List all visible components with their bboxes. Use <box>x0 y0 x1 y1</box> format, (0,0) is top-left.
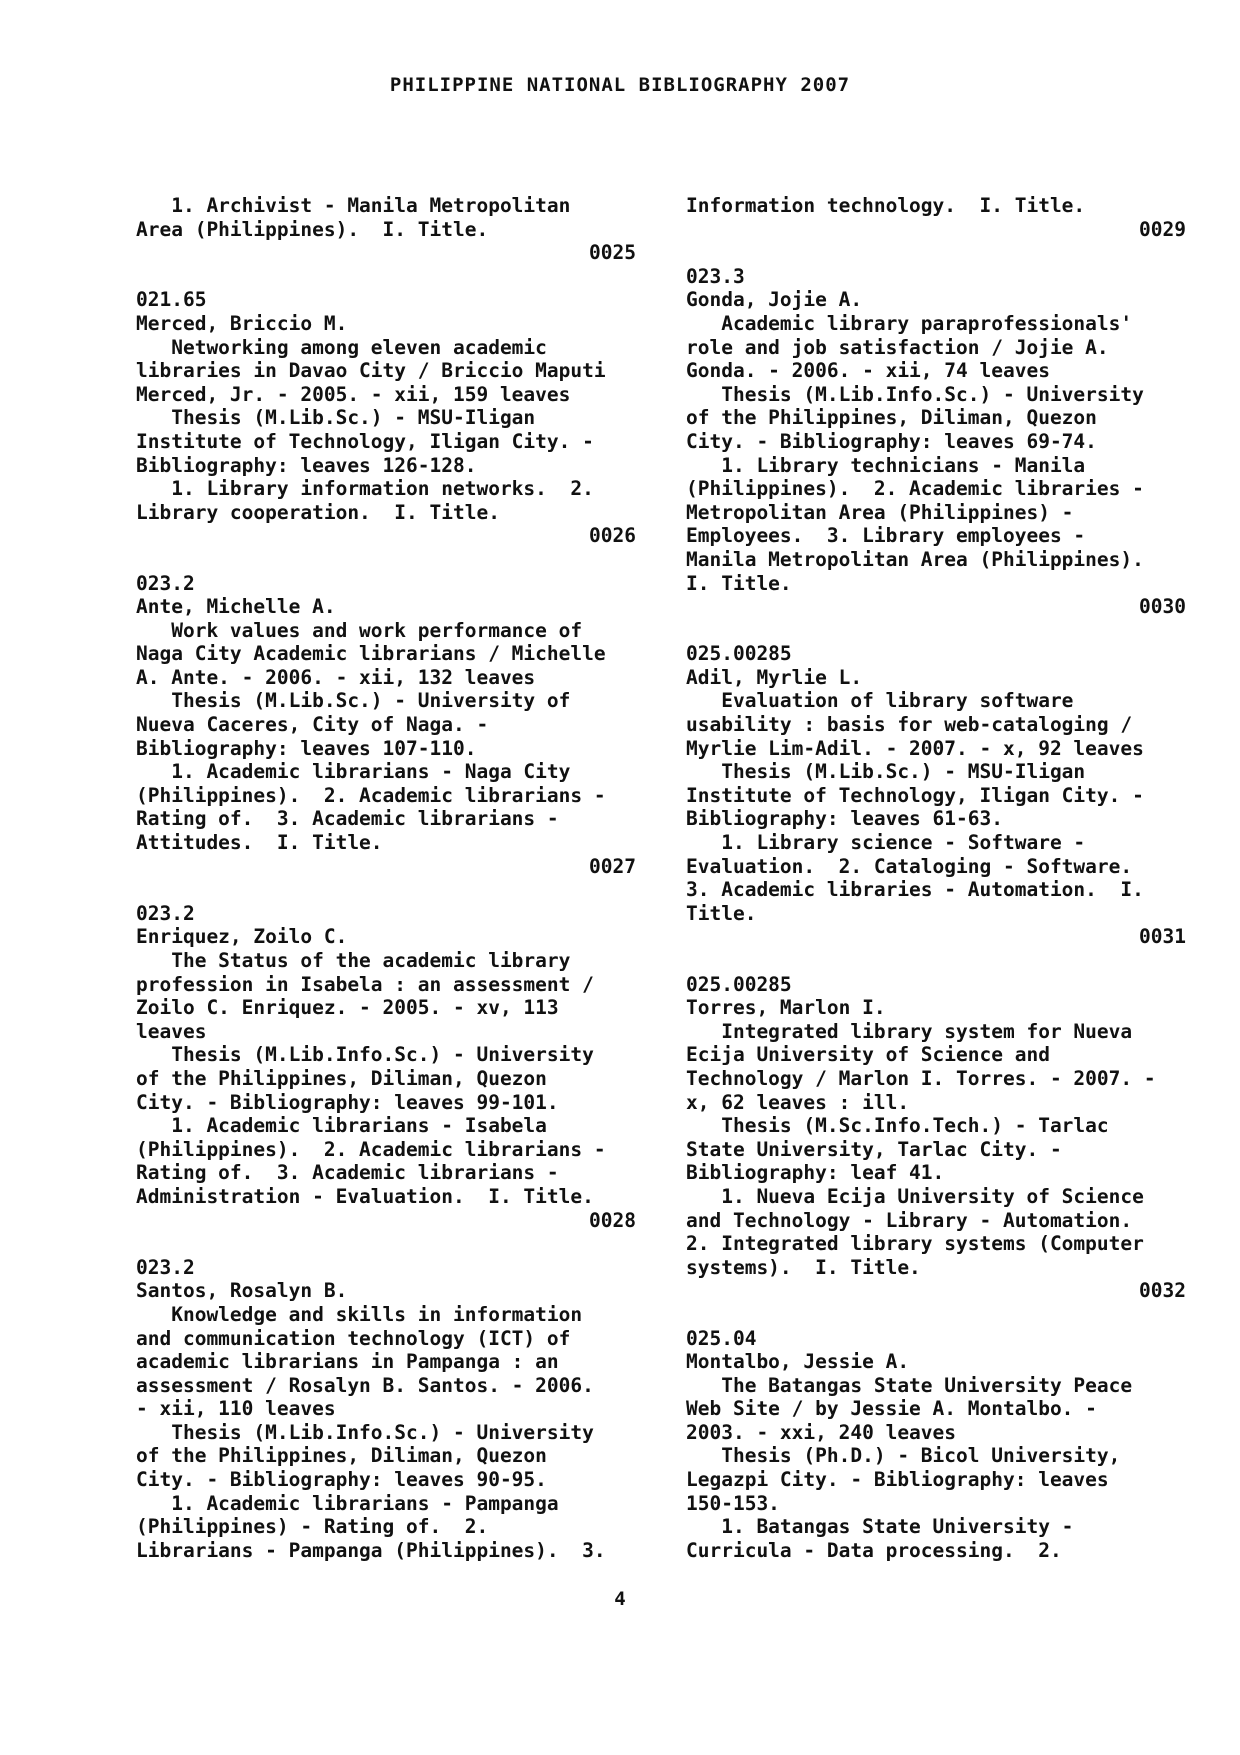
text-line: Nueva Caceres, City of Naga. - <box>136 713 489 737</box>
text-line: Curricula - Data processing. 2. <box>686 1538 1062 1562</box>
text-line: 023.2 <box>136 571 195 595</box>
text-line: 021.65 <box>136 288 207 312</box>
entry-gap <box>136 1232 636 1256</box>
text-line: Enriquez, Zoilo C. <box>136 925 348 949</box>
text-line: I. Title. <box>686 571 792 595</box>
text-line: Merced, Jr. - 2005. - xii, 159 leaves <box>136 382 571 406</box>
text-line: Montalbo, Jessie A. <box>686 1350 910 1374</box>
text-line: 1. Academic librarians - Naga City <box>136 760 571 784</box>
text-line: x, 62 leaves : ill. <box>686 1090 910 1114</box>
text-line: - xii, 110 leaves <box>136 1397 336 1421</box>
text-line: Librarians - Pampanga (Philippines). 3. <box>136 1538 606 1562</box>
text-line: Bibliography: leaves 126-128. <box>136 453 477 477</box>
text-line: Ante, Michelle A. <box>136 595 336 619</box>
text-line: (Philippines) - Rating of. 2. <box>136 1515 489 1539</box>
text-line: 3. Academic libraries - Automation. I. <box>686 878 1144 902</box>
text-line: 1. Library technicians - Manila <box>686 453 1086 477</box>
text-line: Myrlie Lim-Adil. - 2007. - x, 92 leaves <box>686 736 1144 760</box>
entry-gap <box>686 949 1186 973</box>
text-line: 1. Academic librarians - Pampanga <box>136 1491 559 1515</box>
text-line: 023.2 <box>136 1255 195 1279</box>
text-line: Area (Philippines). I. Title. <box>136 217 489 241</box>
text-line: 1. Archivist - Manila Metropolitan <box>136 194 571 217</box>
text-line: Employees. 3. Library employees - <box>686 524 1086 548</box>
text-line: Zoilo C. Enriquez. - 2005. - xv, 113 <box>136 996 559 1020</box>
text-line: 023.2 <box>136 901 195 925</box>
page-number: 4 <box>614 1588 626 1610</box>
text-line: (Philippines). 2. Academic librarians - <box>136 1137 606 1161</box>
text-line: 1. Library information networks. 2. <box>136 477 594 501</box>
text-line: Gonda. - 2006. - xii, 74 leaves <box>686 359 1050 383</box>
text-line: The Status of the academic library <box>136 949 571 972</box>
text-line: Administration - Evaluation. I. Title. <box>136 1184 594 1208</box>
text-line: Thesis (M.Lib.Info.Sc.) - University <box>136 1043 594 1067</box>
text-line: Title. <box>686 901 757 925</box>
text-line: Knowledge and skills in information <box>136 1302 583 1326</box>
text-line: assessment / Rosalyn B. Santos. - 2006. <box>136 1373 594 1397</box>
text-line: 023.3 <box>686 264 745 288</box>
text-line: Legazpi City. - Bibliography: leaves <box>686 1468 1109 1492</box>
text-line: academic librarians in Pampanga : an <box>136 1350 559 1374</box>
text-line: Merced, Briccio M. <box>136 311 348 335</box>
entry-gap <box>686 241 1186 265</box>
text-line: usability : basis for web-cataloging / <box>686 713 1133 737</box>
text-line: and Technology - Library - Automation. <box>686 1208 1133 1232</box>
text-line: Technology / Marlon I. Torres. - 2007. - <box>686 1066 1156 1090</box>
text-line: Torres, Marlon I. <box>686 996 886 1020</box>
text-line: Rating of. 3. Academic librarians - <box>136 1161 559 1185</box>
text-line: Thesis (M.Sc.Info.Tech.) - Tarlac <box>686 1114 1109 1138</box>
entry-number: 0025 <box>589 241 636 265</box>
entry-gap <box>136 265 636 289</box>
text-line: and communication technology (ICT) of <box>136 1326 571 1350</box>
text-line: Thesis (M.Lib.Sc.) - University of <box>136 689 571 713</box>
text-line: of the Philippines, Diliman, Quezon <box>136 1444 547 1468</box>
text-line: Institute of Technology, Iligan City. - <box>686 783 1144 807</box>
text-line: Adil, Myrlie L. <box>686 665 863 689</box>
text-line: Evaluation of library software <box>686 689 1074 713</box>
entry-number: 0028 <box>589 1208 636 1232</box>
text-line: State University, Tarlac City. - <box>686 1137 1062 1161</box>
text-line: Thesis (M.Lib.Sc.) - MSU-Iligan <box>686 760 1086 784</box>
text-line: 2003. - xxi, 240 leaves <box>686 1420 957 1444</box>
entry-gap <box>136 548 636 572</box>
entry-gap <box>686 619 1186 643</box>
text-line: 150-153. <box>686 1491 780 1515</box>
text-line: 1. Batangas State University - <box>686 1515 1074 1539</box>
text-line: Bibliography: leaves 61-63. <box>686 807 1003 831</box>
text-line: Gonda, Jojie A. <box>686 288 863 312</box>
text-line: Networking among eleven academic <box>136 335 547 359</box>
text-line: Thesis (M.Lib.Sc.) - MSU-Iligan <box>136 406 536 430</box>
left-column <box>136 194 636 1562</box>
text-line: role and job satisfaction / Jojie A. <box>686 335 1109 359</box>
text-line: Attitudes. I. Title. <box>136 831 383 855</box>
text-line: of the Philippines, Diliman, Quezon <box>136 1066 547 1090</box>
text-line: Evaluation. 2. Cataloging - Software. <box>686 854 1133 878</box>
text-line: 1. Nueva Ecija University of Science <box>686 1184 1144 1208</box>
text-line: Academic library paraprofessionals' <box>686 311 1133 335</box>
text-line: of the Philippines, Diliman, Quezon <box>686 406 1097 430</box>
text-line: Information technology. I. Title. <box>686 194 1086 217</box>
text-line: 2. Integrated library systems (Computer <box>686 1232 1144 1256</box>
text-line: 025.00285 <box>686 972 792 996</box>
text-line: Thesis (Ph.D.) - Bicol University, <box>686 1444 1121 1468</box>
text-line: systems). I. Title. <box>686 1255 921 1279</box>
text-line: (Philippines). 2. Academic librarians - <box>136 783 606 807</box>
entry-number: 0026 <box>589 524 636 548</box>
entry-number: 0032 <box>1139 1279 1186 1303</box>
text-line: 1. Academic librarians - Isabela <box>136 1114 547 1138</box>
text-line: Library cooperation. I. Title. <box>136 500 500 524</box>
entry-number: 0029 <box>1139 217 1186 241</box>
text-line: Rating of. 3. Academic librarians - <box>136 807 559 831</box>
right-column <box>686 194 1186 1562</box>
text-line: A. Ante. - 2006. - xii, 132 leaves <box>136 665 536 689</box>
text-line: Integrated library system for Nueva <box>686 1019 1133 1043</box>
text-line: 025.00285 <box>686 642 792 666</box>
text-line: Bibliography: leaf 41. <box>686 1161 945 1185</box>
entry-number: 0031 <box>1139 925 1186 949</box>
text-line: City. - Bibliography: leaves 99-101. <box>136 1090 559 1114</box>
text-line: Metropolitan Area (Philippines) - <box>686 500 1074 524</box>
text-line: Thesis (M.Lib.Info.Sc.) - University <box>686 382 1144 406</box>
text-line: Santos, Rosalyn B. <box>136 1279 348 1303</box>
text-line: profession in Isabela : an assessment / <box>136 972 594 996</box>
text-line: 1. Library science - Software - <box>686 831 1086 855</box>
text-line: Ecija University of Science and <box>686 1043 1050 1067</box>
text-line: Web Site / by Jessie A. Montalbo. - <box>686 1397 1097 1421</box>
entry-number: 0027 <box>589 854 636 878</box>
text-line: The Batangas State University Peace <box>686 1373 1133 1397</box>
text-line: leaves <box>136 1019 207 1043</box>
text-line: Institute of Technology, Iligan City. - <box>136 429 594 453</box>
text-line: libraries in Davao City / Briccio Maputi <box>136 359 606 383</box>
text-line: City. - Bibliography: leaves 90-95. <box>136 1468 547 1492</box>
text-line: Naga City Academic librarians / Michelle <box>136 642 606 666</box>
text-line: Manila Metropolitan Area (Philippines). <box>686 547 1144 571</box>
page-header: PHILIPPINE NATIONAL BIBLIOGRAPHY 2007 <box>389 74 851 96</box>
entry-gap <box>686 1303 1186 1327</box>
entry-gap <box>136 878 636 902</box>
text-line: (Philippines). 2. Academic libraries - <box>686 477 1144 501</box>
text-line: Thesis (M.Lib.Info.Sc.) - University <box>136 1420 594 1444</box>
text-line: City. - Bibliography: leaves 69-74. <box>686 429 1097 453</box>
entry-number: 0030 <box>1139 595 1186 619</box>
text-line: Bibliography: leaves 107-110. <box>136 736 477 760</box>
text-line: Work values and work performance of <box>136 618 583 642</box>
text-line: 025.04 <box>686 1326 757 1350</box>
